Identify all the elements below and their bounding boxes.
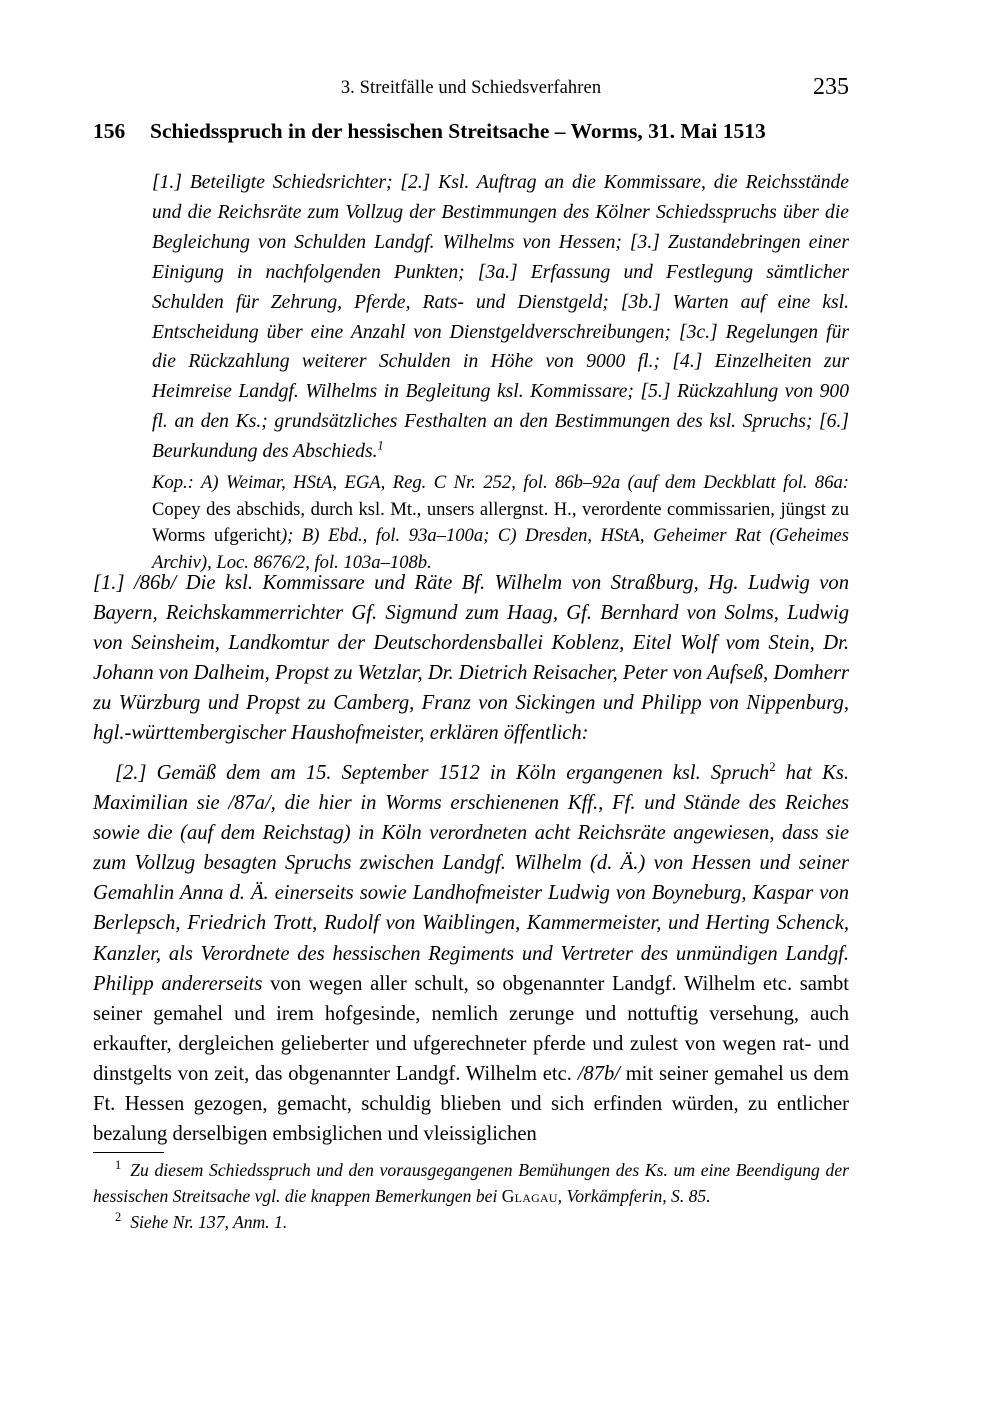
paragraph-one-text: [1.] /86b/ Die ksl. Kommissare und Räte Bf. Wilhelm von Straßburg, Hg. Ludwig von Bayern, Reichskammerrichter Gf. Sigmund zum Haag, Gf. Bernhard von Solms, Ludwig von Seinsheim, Landkomtur der Deutschordensballei Koblenz, Eitel Wolf vom Stein, Dr. Johann von Dalheim, Propst zu Wetzlar, Dr. Dietrich Reisacher, Peter von Aufseß, Domherr zu Würzburg und Propst zu Camberg, Franz von Sickingen und Philipp von Nippenburg, hgl.-württembergischer Haushofmeister, erklären öffentlich: [93,572,849,745]
regest-footnote-marker: 1 [377,438,384,453]
footnote-item [93,1210,849,1236]
regest-text: [1.] Beteiligte Schiedsrichter; [2.] Ksl. Auftrag an die Kommissare, die Reichsstände und die Reichsräte zum Vollzug der Bestimmungen des Kölner Schiedsspruchs über die Begleichung von Schulden Landgf. Wilhelms von Hessen; [3.] Zustandebringen einer Einigung in nachfolgenden Punkten; [3a.] Erfassung und Festlegung sämtlicher Schulden für Zehrung, Pferde, Rats- und Dienstgeld; [3b.] Warten auf eine ksl. Entscheidung über eine Anzahl von Dienstgeldverschreibungen; [3c.] Regelungen für die Rückzahlung weiterer Schulden in Höhe von 9000 fl.; [4.] Einzelheiten zur Heimreise Landgf. Wilhelms in Begleitung ksl. Kommissare; [5.] Rückzahlung von 900 fl. an den Ks.; grundsätzliches Festhalten an den Bestimmungen des ksl. Spruchs; [6.] Beurkundung des Abschieds. [152,172,849,463]
footnote-text-1-before: Zu diesem Schiedsspruch und den vorausgegangenen Bemühungen des Ks. um eine Beendigung der hessischen Streitsache vgl. die knappen Bemerkungen bei [93,1160,849,1206]
footnote-author-name: Glagau [501,1185,558,1206]
document-title [93,118,849,144]
page-content-area [93,0,849,1418]
footnotes-section [93,1158,849,1236]
paragraph-two-text-b: hat Ks. Maximilian sie /87a/, die hier in Worms erschienenen Kff., Ff. und Stände des Reiches sowie die (auf dem Reichstag) in Köln verordneten acht Reichsräte angewiesen, dass sie zum Vollzug besagten Spruchs zwischen Landgf. Wilhelm (d. Ä.) von Hessen und seiner Gemahlin Anna d. Ä. einerseits sowie Landhofmeister Ludwig von Boyneburg, Kaspar von Berlepsch, Friedrich Trott, Rudolf von Waiblingen, Kammermeister, und Herting Schenck, Kanzler, als Verordnete des hessischen Regiments und Vertreter des unmündigen Landgf. Philipp andererseits [93,762,849,995]
footnote-text-2: Siehe Nr. 137, Anm. 1. [130,1212,288,1233]
paragraph-two-quote-b: mit seiner gemahel us dem Ft. Hessen gezogen, gemacht, schuldig blieben und sich erfinden würden, zu entlicher bezalung derselbigen embsiglichen und vleissiglichen [93,1062,849,1146]
paragraph-two-quote-a: von wegen aller schult, so obgenannter Landgf. Wilhelm etc. sambt seiner gemahel und irem hofgesinde, nemlich zerunge und nottuftig versehung, auch erkaufter, dergleichen gelieberter und ufgerechneter pferde und zulest von wegen rat- und dinstgelts von zeit, das obgenannter Landgf. Wilhelm etc. [93,972,849,1085]
footnote-marker-2: 2 [115,1210,122,1225]
paragraph-two [93,758,849,1149]
source-note-quoted-title: Copey des abschids, durch ksl. Mt., unsers allergnst. H., verordente commissarien, jüngst zu Worms ufgericht [152,498,849,547]
footnote-separator-rule [93,1152,164,1153]
source-note [152,470,849,576]
page-title: Schiedsspruch in der hessischen Streitsache – Worms, 31. Mai 1513 [150,119,766,143]
running-head [93,74,849,104]
running-head-title: 3. Streitfälle und Schiedsverfahren [340,78,602,98]
page-number: 235 [813,74,849,100]
paragraph-two-text-a: [2.] Gemäß dem am 15. September 1512 in Köln ergangenen ksl. Spruch [115,762,770,784]
paragraph-two-footnote-marker: 2 [769,760,776,775]
footnote-item [93,1158,849,1209]
folio-marker: /87b/ [577,1062,621,1085]
paragraph-one [93,568,849,749]
regest-summary [152,168,849,467]
source-note-part-three: ); B) Ebd., fol. 93a–100a; C) Dresden, HStA, Geheimer Rat (Geheimes Archiv), Loc. 8676/2, fol. 103a–108b. [152,525,849,573]
document-number: 156 [93,119,126,143]
footnote-marker-1: 1 [115,1158,122,1173]
source-note-part-one: Kop.: A) Weimar, HStA, EGA, Reg. C Nr. 252, fol. 86b–92a (auf dem Deckblatt fol. 86a: [152,472,849,493]
footnote-text-1-after: , Vorkämpferin, S. 85. [557,1185,711,1206]
